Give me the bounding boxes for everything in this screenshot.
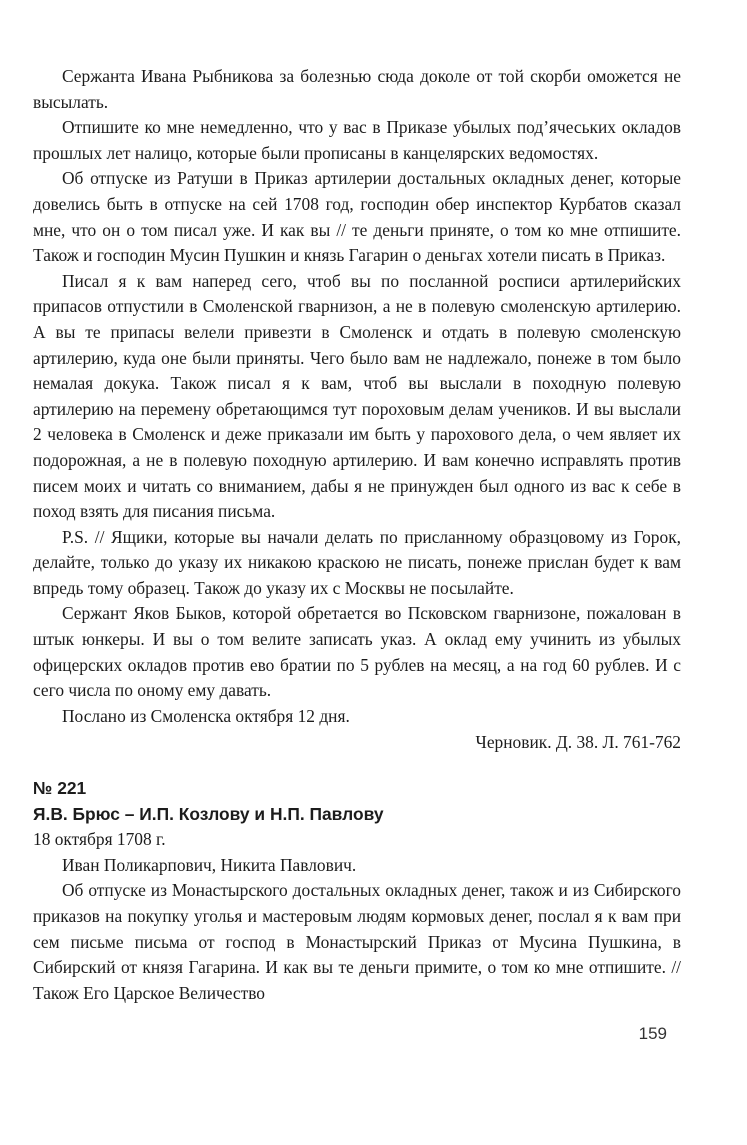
source-note: Черновик. Д. 38. Л. 761-762	[475, 732, 681, 753]
salutation: Иван Поликарпович, Никита Павлович.	[62, 854, 357, 875]
paragraph: Об отпуске из Ратуши в Приказ артилерии достальных окладных денег, которые довелись быть в отпуске на сей 1708 год, господин обер инспектор Курбатов сказал мне, что он о том писал уже. И как вы // те деньги приняте, о том ко мне отпишите. Також и господин Мусин Пушкин и князь Гагарин о деньгах хотели писать в Приказ.	[33, 168, 681, 266]
postscript-paragraph: P.S. // Ящики, которые вы начали делать по присланному образцовому из Горок, делайте, только до указу их никакою краскою не писать, понеже прислан будет к вам впредь тому образец. Також до указу их с Москвы не посылайте.	[33, 526, 681, 598]
paragraph: Отпишите ко мне немедленно, что у вас в Приказе убылых под’ячеських окладов прошлых лет налицо, которые были прописаны в канцелярских ведомостях.	[33, 117, 681, 163]
paragraph: Сержанта Ивана Рыбникова за болезнью сюда доколе от той скорби оможется не высылать.	[33, 66, 681, 112]
page-text-block	[33, 64, 681, 1006]
paragraph: Сержант Яков Быков, которой обретается во Псковском гварнизоне, пожалован в штык юнкеры. И вы о том велите записать указ. А оклад ему учинить из убылых офицерских окладов против ево братии по 5 рублев на месяц, а на год 60 рублев. И с сего числа по оному ему давать.	[33, 603, 681, 701]
document-date: 18 октября 1708 г.	[33, 829, 166, 850]
document-number: № 221	[33, 778, 87, 799]
paragraph: Об отпуске из Монастырского достальных окладных денег, також и из Сибирского приказов на покупку уголья и мастеровым людям кормовых денег, послал я к вам при сем письме письма от господ в Монастырский Приказ от Мусина Пушкина, в Сибирский от князя Гагарина. И как вы те деньги примите, о том ко мне отпишите. // Також Его Царское Величество	[33, 880, 681, 1003]
closing-line: Послано из Смоленска октября 12 дня.	[62, 705, 350, 726]
paragraph: Писал я к вам наперед сего, чтоб вы по посланной росписи артилерийских припасов отпустили в Смоленской гварнизон, а не в полевую смоленскую артилерию. А вы те припасы велели привезти в Смоленск и отдать в полевую смоленскую артилерию, куда оне были приняты. Чего было вам не надлежало, понеже в том было немалая докука. Також писал я к вам, чтоб вы выслали в походную полевую артилерию на перемену обретающимся тут пороховым делам учеников. И вы выслали 2 человека в Смоленск и деже приказали им быть у парохового дела, о чем являет их подорожная, а не в полевую походную артилерию. И вам конечно исправлять против писем моих и читать со вниманием, дабы я не принужден был одного из вас к себе в поход взять для писания письма.	[33, 270, 681, 522]
document-title: Я.В. Брюс – И.П. Козлову и Н.П. Павлову	[33, 803, 384, 824]
page-number: 159	[638, 1024, 667, 1043]
